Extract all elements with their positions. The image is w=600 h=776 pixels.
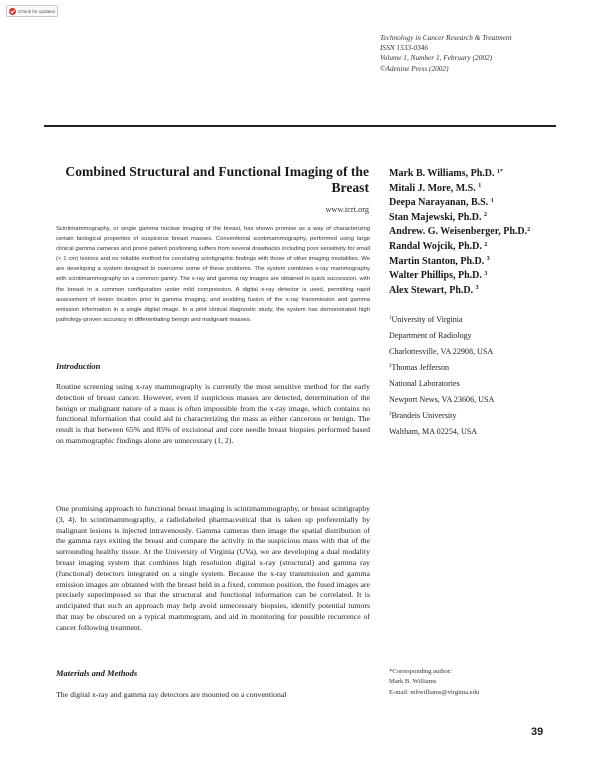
check-for-updates-badge[interactable] [6,5,58,17]
author: Alex Stewart, Ph.D. $^3$ [389,284,479,296]
author: Mark B. Williams, Ph.D. $^{1*}$ [389,168,503,179]
affiliation-line: Waltham, MA 02254, USA [389,427,478,436]
author: Deepa Narayanan, B.S. $^1$ [389,197,494,209]
page-number: 39 [531,726,544,738]
author-list [389,167,594,298]
header-rule [44,125,556,127]
check-icon [9,8,16,15]
author: Martin Stanton, Ph.D. $^3$ [389,255,490,267]
affiliation-line: $^2$Thomas Jefferson [389,363,450,372]
introduction-paragraph-2: One promising approach to functional breast imaging is scintimammography, or breast scintigraphy (3, 4). In scintimammography, a radiolabeled pharmaceutical that is taken up preferentially by malignant lesions is injected intravenously. Gamma cameras then image the spatial distribution of the gamma rays exiting the breast and compare the activity in the suspicious mass with that of the surrounding healthy tissue. At the University of Virginia (UVa), we are developing a dual modality breast imaging system that combines high resolution digital x-ray (structural) and gamma ray (functional) detectors integrated on a single system. Because the x-ray transmission and gamma emission images are obtained with the breast held in a fixed, common position, the fused images are precisely superimposed so that the structural and functional information can be correlated. It is anticipated that such an approach may help avoid unnecessary biopsies, identify potential tumors that may be obscured on a typical mammogram, and aid in monitoring for possible recurrence of cancer following treatment. [56,504,370,632]
journal-name: Technology in Cancer Research & Treatment [380,33,512,42]
journal-website-link[interactable]: www.tcrt.org [325,205,369,214]
introduction-paragraph-1: Routine screening using x-ray mammography is currently the most sensitive method for the early detection of breast cancer. However, even if suspicious masses are detected, determination of the benign or malignant nature of a mass is often impossible from the x-ray image, which contains no functional information that could aid in characterizing the mass as either cancerous or benign. The result is that between 65% and 85% of excisional and core needle breast biopsies performed based on mammographic findings alone are unnecessary (1, 2). [56,382,370,445]
correspondence-note [389,667,594,698]
journal-copyright: ©Adenine Press (2002) [380,63,449,73]
affiliation-line: Charlottesville, VA 22908, USA [389,347,494,356]
section-heading-introduction: Introduction [56,361,101,371]
affiliation-line: $^3$Brandeis University [389,411,457,420]
affiliation-line: Department of Radiology [389,331,472,340]
author: Andrew. G. Weisenberger, Ph.D.$^2$ [389,226,531,238]
author: Stan Majewski, Ph.D. $^2$ [389,211,488,223]
correspondence-email[interactable]: E-mail: mbwilliams@virginia.edu [389,688,480,696]
author: Randal Wojcik, Ph.D. $^2$ [389,240,488,252]
abstract: Scintimammography, or single gamma nuclear imaging of the breast, has shown promise as a way of characterizing certain biological properties of suspicious breast masses. Conventional scintimammography, performed using large clinical gamma cameras and prone patient positioning suffers from several drawbacks including poor sensitivity for small (< 1 cm) lesions and no reliable method for correlating scintigraphic findings with those of other imaging modalities. We are developing a system designed to overcome some of these problems. The system combines x-ray mammography with scintimammography on a common gantry. The x-ray and gamma ray images are obtained in quick succession, with the breast in a common configuration under mild compression. A digital x-ray detector is used, permitting rapid assessment of lesion location prior to gamma imaging, and enabling fusion of the x-ray transmission and gamma emission information in a single digital image. In a pilot clinical diagnostic study, the system has demonstrated high pathology-proven accuracy in differentiating benign and malignant masses. [56,226,370,323]
methods-paragraph-1: The digital x-ray and gamma ray detectors are mounted on a conventional [56,690,287,699]
author: Mitali J. More, M.S. $^1$ [389,182,482,194]
journal-info [380,33,590,74]
affiliation-line: $^1$University of Virginia [389,315,463,324]
affiliation-line: National Laboratories [389,379,460,388]
journal-issn: ISSN 1533-0346 [380,43,429,53]
affiliation-line: Newport News, VA 23606, USA [389,395,495,404]
correspondence-label: *Corresponding author: [389,668,452,675]
badge-label: Check for updates [18,8,56,14]
affiliations [389,312,594,440]
author: Walter Phillips, Ph.D. $^3$ [389,270,488,282]
article-title: Combined Structural and Functional Imaging of the Breast [65,164,369,195]
section-heading-methods: Materials and Methods [56,668,138,678]
journal-volume: Volume 1, Number 1, February (2002) [380,53,493,63]
correspondence-name: Mark B. Williams [389,678,437,686]
